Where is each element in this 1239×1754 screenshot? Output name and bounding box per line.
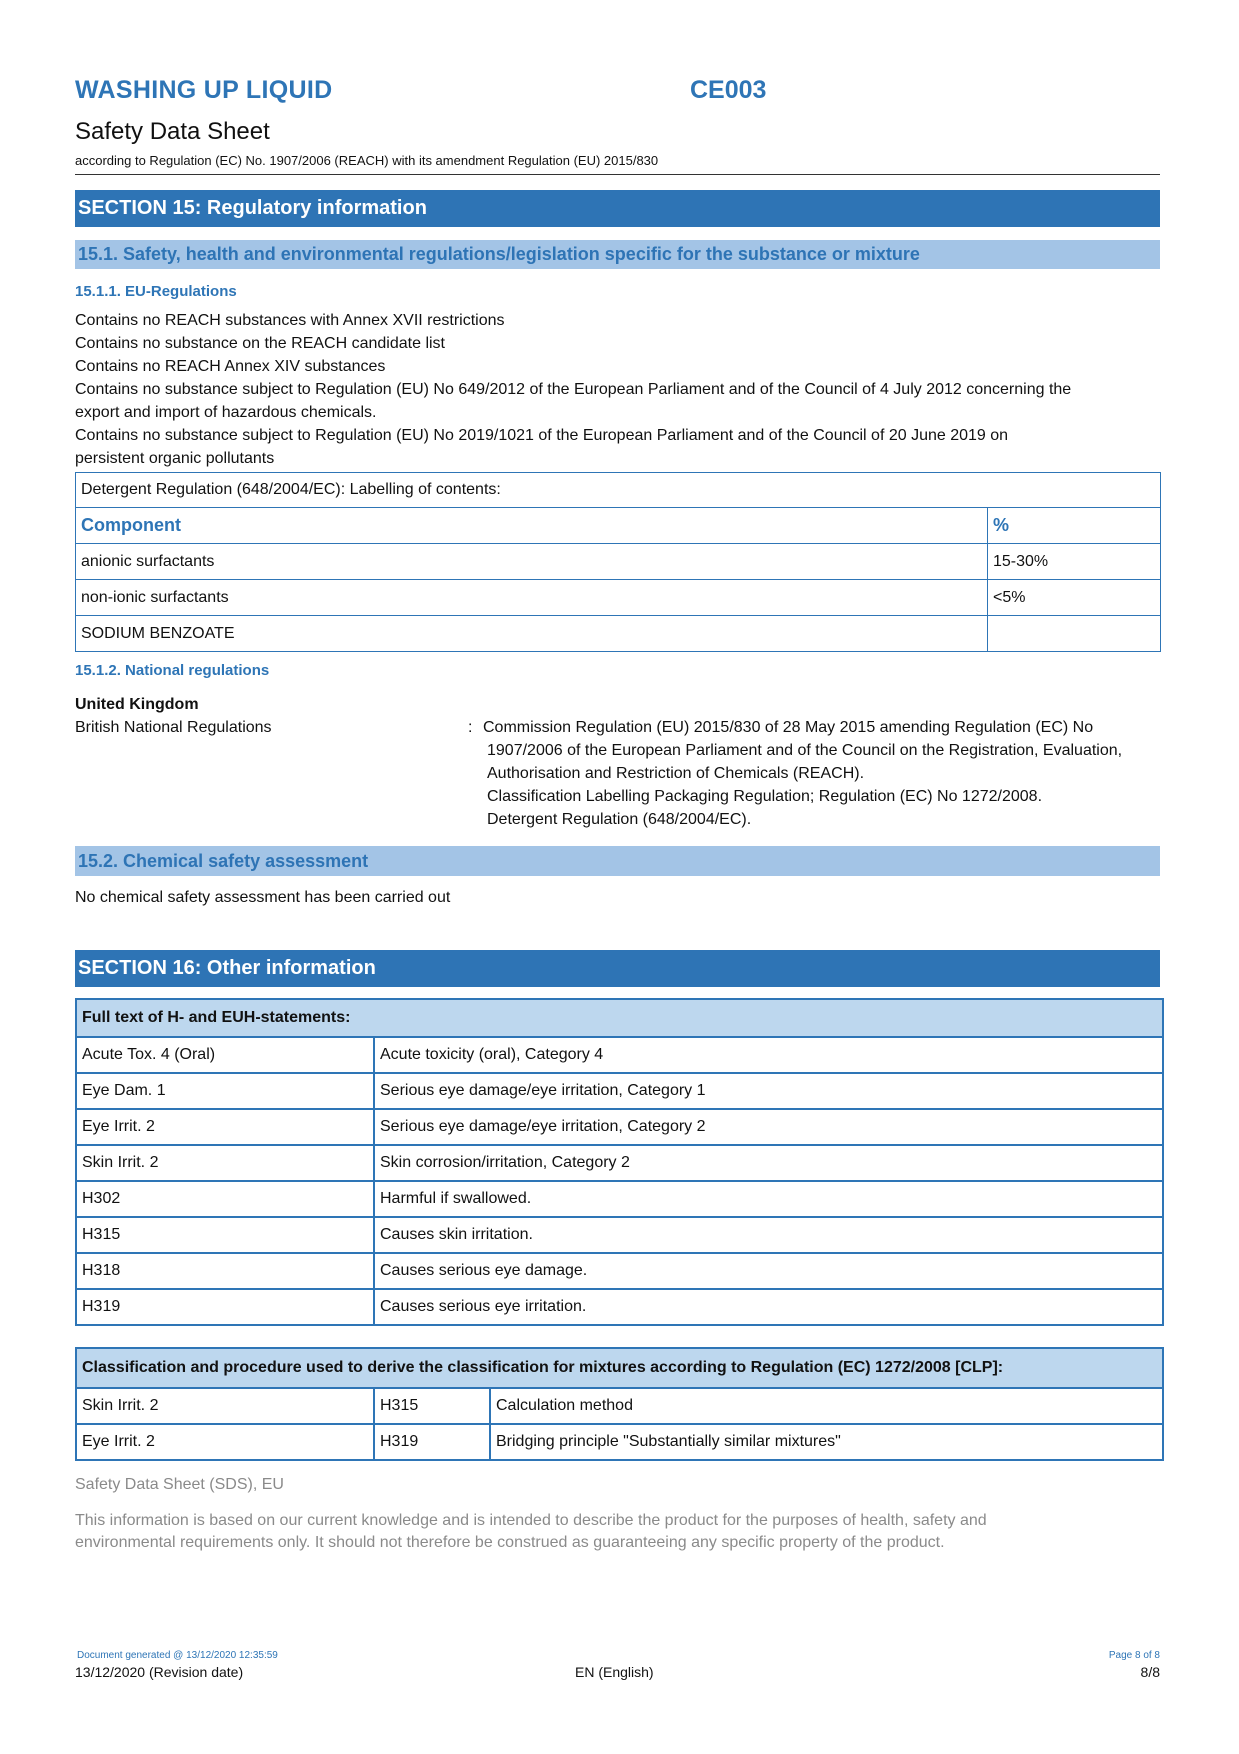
h-code-cell: Acute Tox. 4 (Oral) bbox=[76, 1037, 374, 1073]
product-code: CE003 bbox=[690, 76, 767, 104]
table-row bbox=[76, 1037, 1163, 1073]
h-statements-title: Full text of H- and EUH-statements: bbox=[76, 999, 1163, 1037]
national-line: Detergent Regulation (648/2004/EC). bbox=[487, 811, 752, 828]
country-label: United Kingdom bbox=[75, 696, 199, 713]
h-text-cell: Serious eye damage/eye irritation, Category 2 bbox=[374, 1109, 1163, 1145]
clp-method-cell: Bridging principle "Substantially similar mixtures" bbox=[490, 1424, 1163, 1460]
colon-separator: : bbox=[468, 719, 473, 736]
table-row bbox=[76, 1109, 1163, 1145]
h-text-cell: Serious eye damage/eye irritation, Category 1 bbox=[374, 1073, 1163, 1109]
table-row bbox=[76, 1181, 1163, 1217]
table-row bbox=[76, 1145, 1163, 1181]
chemical-safety-text: No chemical safety assessment has been carried out bbox=[75, 889, 451, 906]
section-15-2-heading: 15.2. Chemical safety assessment bbox=[75, 846, 1160, 876]
h-text-cell: Acute toxicity (oral), Category 4 bbox=[374, 1037, 1163, 1073]
document-header bbox=[75, 76, 1160, 106]
table-row bbox=[76, 544, 1161, 580]
h-code-cell: H315 bbox=[76, 1217, 374, 1253]
page-indicator-small: Page 8 of 8 bbox=[1108, 1650, 1160, 1661]
clp-class-cell: Eye Irrit. 2 bbox=[76, 1424, 374, 1460]
revision-date: 13/12/2020 (Revision date) bbox=[75, 1664, 244, 1680]
h-text-cell: Harmful if swallowed. bbox=[374, 1181, 1163, 1217]
h-text-cell: Causes serious eye irritation. bbox=[374, 1289, 1163, 1325]
h-code-cell: H302 bbox=[76, 1181, 374, 1217]
h-code-cell: H318 bbox=[76, 1253, 374, 1289]
table-row bbox=[76, 580, 1161, 616]
page-number: 8/8 bbox=[1140, 1664, 1160, 1680]
h-code-cell: H319 bbox=[76, 1289, 374, 1325]
national-line: Commission Regulation (EU) 2015/830 of 28 May 2015 amending Regulation (EC) No bbox=[483, 719, 1094, 736]
percent-cell: 15-30% bbox=[988, 544, 1161, 580]
h-text-cell: Skin corrosion/irritation, Category 2 bbox=[374, 1145, 1163, 1181]
clp-h-cell: H315 bbox=[374, 1388, 490, 1424]
h-code-cell: Eye Dam. 1 bbox=[76, 1073, 374, 1109]
table-row bbox=[76, 616, 1161, 652]
h-text-cell: Causes serious eye damage. bbox=[374, 1253, 1163, 1289]
h-statements-table bbox=[75, 998, 1164, 1326]
national-line: 1907/2006 of the European Parliament and of the Council on the Registration, Evaluation, bbox=[487, 742, 1123, 759]
component-cell: SODIUM BENZOATE bbox=[76, 616, 988, 652]
national-line: Authorisation and Restriction of Chemicals (REACH). bbox=[487, 765, 865, 782]
percent-cell bbox=[988, 616, 1161, 652]
detergent-labelling-table bbox=[75, 472, 1161, 652]
eu-line: export and import of hazardous chemicals. bbox=[75, 404, 377, 421]
language-label: EN (English) bbox=[575, 1664, 654, 1680]
percent-cell: <5% bbox=[988, 580, 1161, 616]
eu-line: Contains no REACH substances with Annex XVII restrictions bbox=[75, 312, 505, 329]
eu-regulations-heading: 15.1.1. EU-Regulations bbox=[75, 283, 237, 300]
national-regulations-heading: 15.1.2. National regulations bbox=[75, 662, 270, 679]
generated-timestamp: Document generated @ 13/12/2020 12:35:59 bbox=[77, 1650, 278, 1661]
table-row bbox=[76, 1424, 1163, 1460]
table-row bbox=[76, 1253, 1163, 1289]
percent-column-header: % bbox=[988, 508, 1161, 544]
eu-line: Contains no REACH Annex XIV substances bbox=[75, 358, 386, 375]
eu-line: persistent organic pollutants bbox=[75, 450, 275, 467]
eu-line: Contains no substance subject to Regulation (EU) No 2019/1021 of the European Parliament and of the Council of 20 June 2019 on bbox=[75, 427, 1009, 444]
british-regulations-label: British National Regulations bbox=[75, 719, 272, 736]
eu-line: Contains no substance on the REACH candidate list bbox=[75, 335, 445, 352]
clp-class-cell: Skin Irrit. 2 bbox=[76, 1388, 374, 1424]
document-title: Safety Data Sheet bbox=[75, 118, 270, 145]
product-name: WASHING UP LIQUID bbox=[75, 76, 333, 104]
sds-label: Safety Data Sheet (SDS), EU bbox=[75, 1476, 284, 1493]
component-column-header: Component bbox=[76, 508, 988, 544]
section-16-heading: SECTION 16: Other information bbox=[75, 950, 1160, 987]
h-text-cell: Causes skin irritation. bbox=[374, 1217, 1163, 1253]
h-code-cell: Skin Irrit. 2 bbox=[76, 1145, 374, 1181]
section-15-heading: SECTION 15: Regulatory information bbox=[75, 190, 1160, 227]
table-row bbox=[76, 1217, 1163, 1253]
component-cell: non-ionic surfactants bbox=[76, 580, 988, 616]
eu-line: Contains no substance subject to Regulation (EU) No 649/2012 of the European Parliament and of the Council of 4 July 2012 concerning the bbox=[75, 381, 1072, 398]
table-row bbox=[76, 1289, 1163, 1325]
clp-method-cell: Calculation method bbox=[490, 1388, 1163, 1424]
national-line: Classification Labelling Packaging Regulation; Regulation (EC) No 1272/2008. bbox=[487, 788, 1043, 805]
clp-table-title: Classification and procedure used to derive the classification for mixtures according to Regulation (EC) 1272/2008 [CLP]: bbox=[76, 1348, 1163, 1388]
clp-classification-table bbox=[75, 1347, 1164, 1461]
table-row bbox=[76, 1388, 1163, 1424]
document-subtitle: according to Regulation (EC) No. 1907/2006 (REACH) with its amendment Regulation (EU) 2015/830 bbox=[75, 153, 659, 168]
component-cell: anionic surfactants bbox=[76, 544, 988, 580]
header-divider bbox=[75, 174, 1160, 175]
disclaimer-line: environmental requirements only. It should not therefore be construed as guaranteeing any specific property of the product. bbox=[75, 1534, 945, 1551]
section-15-1-heading: 15.1. Safety, health and environmental regulations/legislation specific for the substance or mixture bbox=[75, 240, 1160, 269]
detergent-table-caption: Detergent Regulation (648/2004/EC): Labelling of contents: bbox=[76, 473, 1161, 508]
h-code-cell: Eye Irrit. 2 bbox=[76, 1109, 374, 1145]
disclaimer-line: This information is based on our current knowledge and is intended to describe the product for the purposes of health, safety and bbox=[75, 1512, 987, 1529]
table-row bbox=[76, 1073, 1163, 1109]
clp-h-cell: H319 bbox=[374, 1424, 490, 1460]
